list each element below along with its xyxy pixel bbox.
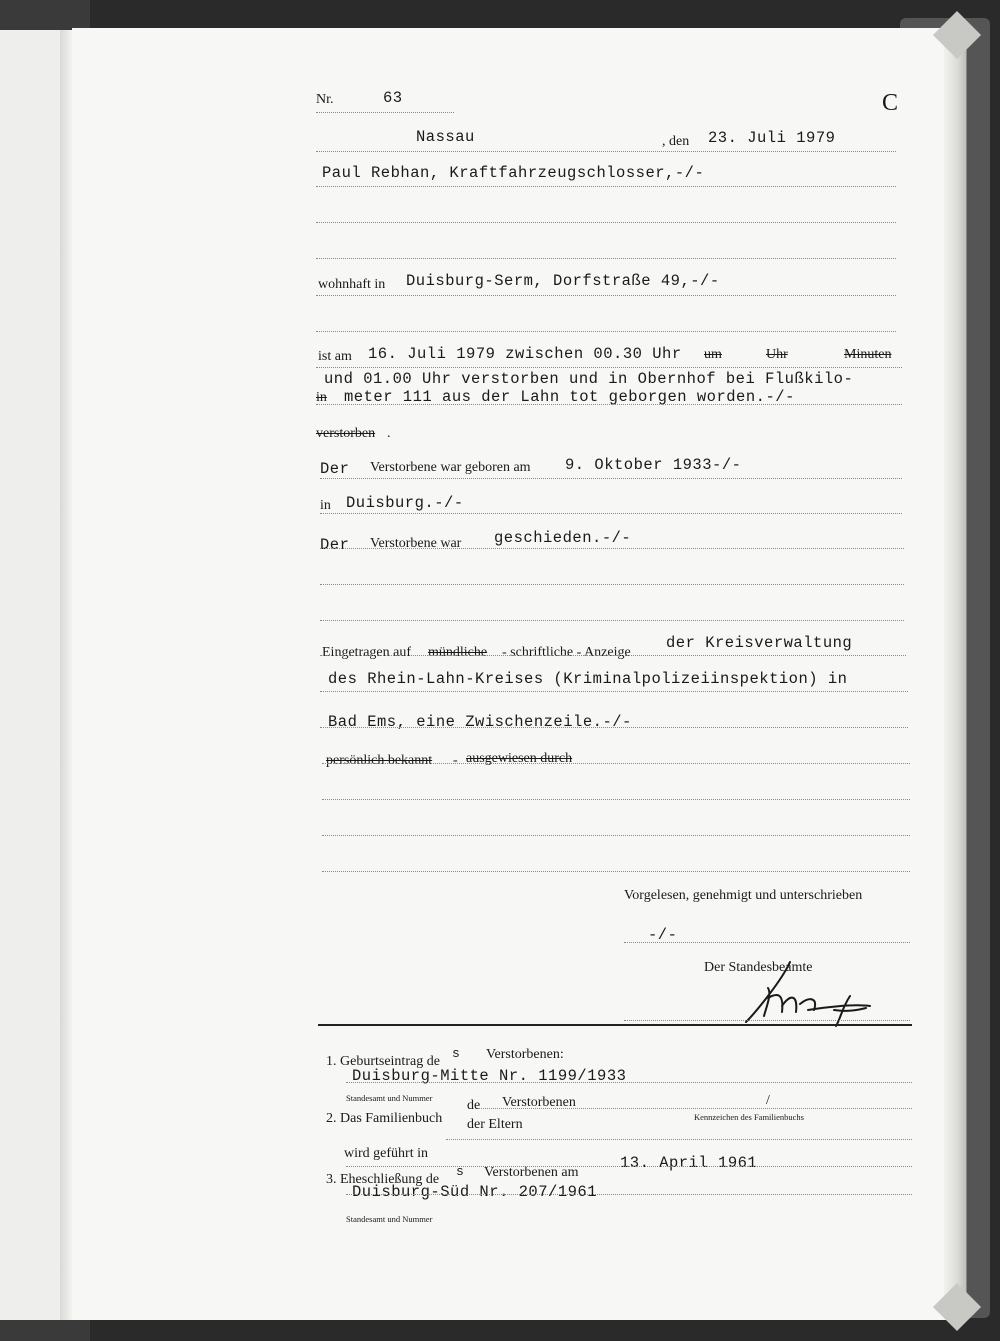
der-label: Der: [320, 460, 350, 478]
birth-register-entry: Duisburg-Mitte Nr. 1199/1933: [352, 1067, 627, 1085]
item-2-verstorbenen: Verstorbenen: [502, 1095, 576, 1110]
line: [322, 835, 910, 836]
ist-am-label: ist am: [318, 349, 352, 364]
line: [320, 655, 906, 656]
line: [316, 404, 902, 405]
ausgewiesen-struck: ausgewiesen durch: [466, 751, 573, 766]
den-label: , den: [662, 134, 690, 149]
marriage-date: 13. April 1961: [620, 1154, 758, 1172]
in-label: in: [320, 498, 331, 513]
section-rule: [318, 1024, 912, 1026]
marital-status: geschieden.-/-: [494, 529, 632, 547]
line: [316, 222, 896, 223]
line: [320, 513, 902, 514]
line: [346, 1166, 912, 1167]
death-line-1: 16. Juli 1979 zwischen 00.30 Uhr: [368, 345, 682, 363]
line: [322, 871, 910, 872]
schriftliche-label: - schriftliche - Anzeige: [502, 645, 631, 660]
death-line-3: meter 111 aus der Lahn tot geborgen worden.-/-: [344, 388, 795, 406]
birth-date: 9. Oktober 1933-/-: [565, 456, 742, 474]
line: [316, 367, 902, 368]
line: [446, 1139, 912, 1140]
line: [320, 548, 904, 549]
line: [624, 942, 910, 943]
death-line-2: und 01.00 Uhr verstorben und in Obernhof bei Flußkilo-: [324, 370, 854, 388]
wird-gefuehrt-label: wird geführt in: [344, 1146, 428, 1161]
line: [320, 691, 908, 692]
place: Nassau: [416, 128, 475, 146]
register-letter: C: [882, 90, 899, 116]
minuten-struck: Minuten: [844, 347, 892, 362]
registration-line-3: Bad Ems, eine Zwischenzeile.-/-: [328, 713, 632, 731]
line: [478, 1108, 912, 1109]
registration-line-2: des Rhein-Lahn-Kreises (Kriminalpolizeiinspektion) in: [328, 670, 848, 688]
in-struck: in: [316, 390, 327, 405]
line: [316, 151, 896, 152]
line: [316, 331, 896, 332]
item-3-suffix: s: [456, 1164, 465, 1179]
line: [322, 799, 910, 800]
period: .: [387, 426, 391, 441]
nr-label: Nr.: [316, 92, 334, 107]
persoenlich-bekannt-struck: persönlich bekannt: [326, 753, 433, 768]
line: [624, 1020, 910, 1021]
line: [320, 727, 908, 728]
address: Duisburg-Serm, Dorfstraße 49,-/-: [406, 272, 720, 290]
standesamt-nummer-label: Standesamt und Nummer: [346, 1093, 433, 1103]
line: [346, 1082, 912, 1083]
nr-line: [316, 112, 454, 113]
geboren-label: Verstorbene war geboren am: [370, 460, 531, 475]
item-2-de: de: [467, 1098, 481, 1113]
item-3-label: 3. Eheschließung de: [326, 1172, 440, 1187]
line: [320, 478, 902, 479]
item-2-eltern: der Eltern: [467, 1117, 523, 1132]
der-label: Der: [320, 536, 350, 554]
date: 23. Juli 1979: [708, 129, 836, 147]
status-label: Verstorbene war: [370, 536, 462, 551]
line: [346, 1194, 912, 1195]
signature: [738, 950, 878, 1030]
verstorben-struck: verstorben: [316, 426, 376, 441]
line: [316, 295, 896, 296]
item-3-rest: Verstorbenen am: [484, 1165, 579, 1180]
line: [322, 763, 910, 764]
standesamt-nummer-label-2: Standesamt und Nummer: [346, 1214, 433, 1224]
line: [320, 584, 904, 585]
line: [316, 258, 896, 259]
standesbeamte-label: Der Standesbeamte: [704, 960, 813, 975]
wohnhaft-label: wohnhaft in: [318, 277, 386, 292]
vorgelesen-text: Vorgelesen, genehmigt und unterschrieben: [624, 888, 863, 903]
entry-number: 63: [383, 89, 403, 107]
binding-shadow: [60, 30, 72, 1320]
line: [320, 620, 904, 621]
um-struck: um: [704, 347, 722, 362]
item-2-label: 2. Das Familienbuch: [326, 1111, 443, 1126]
name-line: Paul Rebhan, Kraftfahrzeugschlosser,-/-: [322, 164, 705, 182]
item-2-slash: /: [766, 1093, 770, 1108]
item-1-label: 1. Geburtseintrag de: [326, 1054, 440, 1069]
page-edge: [944, 40, 967, 1310]
marriage-register-entry: Duisburg-Süd Nr. 207/1961: [352, 1183, 598, 1201]
birth-place: Duisburg.-/-: [346, 494, 464, 512]
item-1-rest: Verstorbenen:: [486, 1047, 564, 1062]
line: [316, 186, 896, 187]
eingetragen-label: Eingetragen auf: [322, 645, 412, 660]
uhr-struck: Uhr: [766, 347, 788, 362]
kennzeichen-label: Kennzeichen des Familienbuchs: [694, 1112, 804, 1122]
muendliche-struck: mündliche: [428, 645, 488, 660]
dash: -: [453, 753, 458, 768]
registration-line-1: der Kreisverwaltung: [666, 634, 853, 652]
closing-mark: -/-: [648, 926, 678, 944]
item-1-suffix: s: [452, 1046, 461, 1061]
